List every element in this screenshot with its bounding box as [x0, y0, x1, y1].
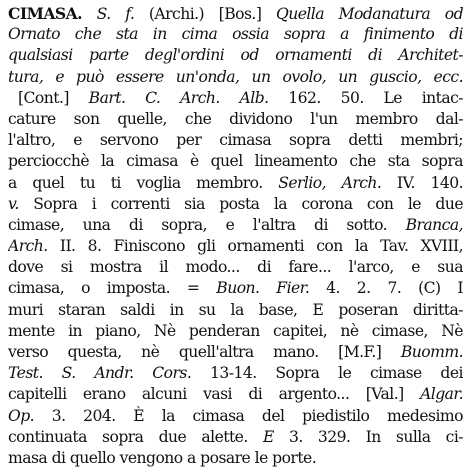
italic-text: Quella Modanatura od	[275, 5, 463, 23]
entry-line	[8, 300, 463, 321]
entry-text: verso questa, nè quell'altra mano. [M.F.]	[8, 343, 401, 361]
entry-line	[8, 24, 463, 45]
entry-text: muri staran saldi in su la base, E poseran diritta-	[8, 300, 463, 319]
entry-text: l'altro, e servono per cimasa sopra detti membri;	[8, 131, 463, 150]
entry-text: dove si mostra il modo... di fare... l'arco, e sua	[8, 258, 463, 277]
entry-line	[8, 257, 463, 278]
entry-text: Sopra i correnti sia posta la corona con le due	[18, 194, 463, 213]
entry-text: 3. 204. È la cimasa del piedistilo medesimo	[34, 406, 463, 425]
entry-text: 13-14. Sopra le cimase dei	[191, 364, 463, 383]
entry-line	[8, 67, 463, 88]
entry-line	[8, 406, 463, 427]
italic-text: v.	[8, 194, 19, 213]
entry-text: cimase, una di sopra, e l'altra di sotto.	[8, 215, 406, 234]
entry-line	[8, 3, 463, 24]
entry-text: continuata sopra due alette.	[8, 427, 263, 446]
entry-line	[8, 321, 463, 342]
entry-line	[8, 427, 463, 448]
entry-line	[8, 448, 463, 469]
entry-text: a quel tu ti voglia membro.	[8, 173, 279, 192]
italic-text: qualsiasi parte degl'ordini od ornamenti di Architet-	[8, 46, 463, 65]
entry-text: cature son quelle, che dividono l'un membro dal-	[8, 109, 463, 128]
entry-text: 3. 329. In sulla ci-	[273, 427, 463, 446]
italic-text: Op.	[8, 406, 35, 425]
entry-line	[8, 215, 463, 236]
entry-line	[8, 88, 463, 109]
entry-line	[8, 173, 463, 194]
entry-line	[8, 130, 463, 151]
entry-line	[8, 363, 463, 384]
italic-text: E	[262, 427, 274, 446]
entry-text: cimasa, o imposta. =	[8, 279, 217, 298]
entry-text: mente in piano, Nè penderan capitei, nè cimase, Nè	[8, 321, 463, 340]
entry-text: 162. 50. Le intac-	[268, 88, 463, 107]
entry-text: capitelli erano alcuni vasi di argento... [Val.]	[8, 385, 421, 404]
italic-text: S. f.	[82, 5, 135, 23]
italic-text: Test. S. Andr. Cors.	[8, 364, 192, 383]
entry-text: perciocchè la cimasa è quel lineamento che sta sopra	[8, 152, 463, 171]
entry-line	[8, 342, 463, 363]
entry-line	[8, 384, 463, 405]
italic-text: Branca,	[405, 215, 463, 234]
italic-text: Bart. C. Arch. Alb.	[88, 88, 269, 107]
entry-line	[8, 109, 463, 130]
entry-text: IV. 140.	[381, 173, 463, 192]
dictionary-entry-cimasa	[8, 3, 463, 469]
entry-line	[8, 45, 463, 66]
headword: CIMASA.	[8, 4, 83, 23]
italic-text: tura, e può essere un'onda, un ovolo, un guscio, ecc.	[8, 67, 463, 86]
italic-text: Algar.	[420, 385, 463, 404]
italic-text: Buon. Fier.	[216, 279, 310, 298]
entry-text: (Archi.) [Bos.]	[134, 5, 276, 23]
entry-line	[8, 151, 463, 172]
italic-text: Buomm.	[400, 343, 463, 361]
entry-line	[8, 194, 463, 215]
italic-text: Ornato che sta in cima ossia sopra a finimento di	[8, 25, 463, 44]
entry-line	[8, 236, 463, 257]
italic-text: Serlio, Arch.	[278, 173, 382, 192]
entry-line	[8, 278, 463, 299]
entry-text: masa di quello vengono a posare le porte.	[8, 448, 317, 467]
entry-text: 4. 2. 7. (C) I	[309, 279, 463, 298]
entry-text: [Cont.]	[18, 88, 89, 107]
entry-text: II. 8. Finiscono gli ornamenti con la Tav. XVIII,	[47, 237, 463, 256]
italic-text: Arch.	[8, 237, 48, 256]
